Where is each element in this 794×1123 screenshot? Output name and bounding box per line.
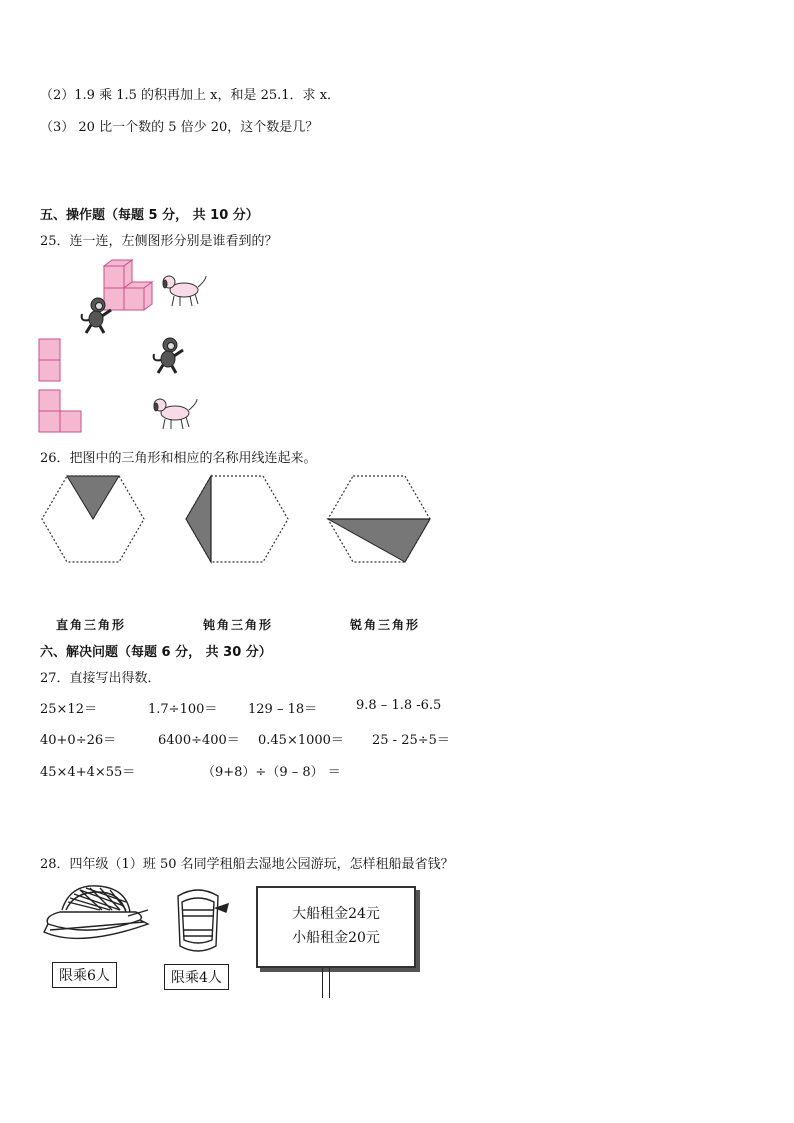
monkey-icon	[78, 296, 114, 336]
dog-icon	[160, 272, 208, 308]
question-line-2: （2）1.9 乘 1.5 的积再加上 x，和是 25.1．求 x．	[40, 88, 341, 103]
hexagon-figure-3	[326, 474, 432, 564]
calc-item: 25 - 25÷5＝	[372, 733, 450, 748]
calc-item: 1.7÷100＝	[148, 702, 218, 717]
calc-item: （9+8）÷（9 – 8） ＝	[202, 765, 341, 780]
sign-line-big-boat: 大船租金24元	[292, 906, 380, 922]
question-28: 28．四年级（1）班 50 名同学租船去湿地公园游玩，怎样租船最省钱？	[40, 857, 454, 872]
dog-icon	[150, 395, 200, 431]
hexagon-figure-2	[184, 474, 290, 564]
sign-line-small-boat: 小船租金20元	[292, 930, 380, 946]
hexagon-figure-1	[40, 474, 146, 564]
triangle-name-obtuse: 钝角三角形	[203, 618, 274, 632]
small-boat-label: 限乘4人	[164, 964, 229, 990]
monkey-icon	[150, 336, 186, 376]
section-6-heading: 六、解决问题（每题 6 分， 共 30 分）	[40, 645, 272, 660]
question-27: 27．直接写出得数．	[40, 671, 161, 686]
big-boat-icon	[40, 880, 152, 952]
view-figure-2	[38, 389, 84, 433]
question-26: 26．把图中的三角形和相应的名称用线连起来。	[40, 451, 317, 466]
calc-item: 45×4+4×55＝	[40, 765, 136, 780]
section-5-heading: 五、操作题（每题 5 分， 共 10 分）	[40, 208, 259, 223]
triangle-name-acute: 锐角三角形	[350, 618, 421, 632]
calc-item: 6400÷400＝	[158, 733, 240, 748]
question-line-3: （3） 20 比一个数的 5 倍少 20，这个数是几？	[40, 120, 319, 135]
calc-item: 129 – 18＝	[248, 702, 318, 717]
calc-item: 25×12＝	[40, 702, 97, 717]
calc-item: 0.45×1000＝	[258, 733, 344, 748]
calc-item: 9.8 – 1.8 -6.5	[356, 698, 442, 713]
price-sign	[256, 886, 416, 968]
question-25: 25．连一连，左侧图形分别是谁看到的？	[40, 234, 278, 249]
calc-item: 40+0÷26＝	[40, 733, 117, 748]
big-boat-label: 限乘6人	[52, 962, 117, 988]
small-boat-icon	[168, 886, 230, 958]
sign-post	[322, 968, 330, 998]
triangle-name-right: 直角三角形	[56, 618, 127, 632]
view-figure-1	[38, 338, 62, 382]
